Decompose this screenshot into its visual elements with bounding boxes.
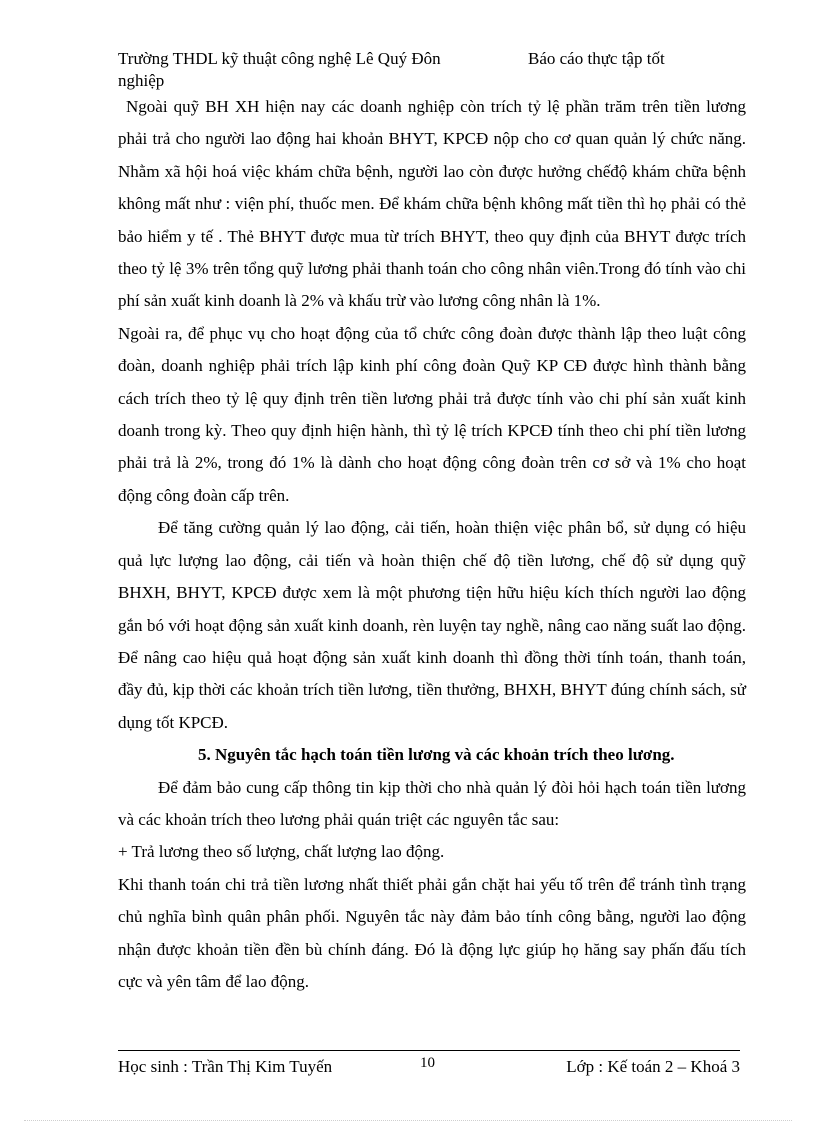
section-heading: 5. Nguyên tắc hạch toán tiền lương và các khoản trích theo lương.	[198, 745, 675, 765]
principle-item: + Trả lương theo số lượng, chất lượng lao động.	[118, 842, 445, 862]
paragraph-union-fund: Ngoài ra, để phục vụ cho hoạt động của tổ chức công đoàn được thành lập theo luật công đoàn, doanh nghiệp phải trích lập kinh phí công đoàn Quỹ KP CĐ được hình thành bằng cách trích theo tỷ lệ quy định trên tiền lương phải trả được tính vào chi phí sản xuất kinh doanh trong kỳ. Theo quy định hiện hành, thì tỷ lệ trích KPCĐ tính theo chi phí tiền lương phải trả là 2%, trong đó 1% là dành cho hoạt động công đoàn trên cơ sở và 1% cho hoạt động công đoàn cấp trên.	[118, 323, 746, 505]
page-number: 10	[420, 1055, 435, 1071]
student-name: Học sinh : Trần Thị Kim Tuyến	[118, 1057, 333, 1076]
page-header	[118, 48, 738, 92]
paragraph-insurance: Ngoài quỹ BH XH hiện nay các doanh nghiệp còn trích tỷ lệ phần trăm trên tiền lương phải trả cho người lao động hai khoản BHYT, KPCĐ nộp cho cơ quan quản lý chức năng. Nhằm xã hội hoá việc khám chữa bệnh, người lao còn được hưởng chếđộ khám chữa bệnh không mất như : viện phí, thuốc men. Để khám chữa bệnh không mất tiền thì họ phải có thẻ bảo hiểm y tế . Thẻ BHYT được mua từ trích BHYT, theo quy định của BHYT được trích theo tỷ lệ 3% trên tổng quỹ lương phải thanh toán cho công nhân viên.Trong đó tính vào chi phí sản xuất kinh doanh là 2% và khấu trừ vào lương công nhân là 1%.	[118, 97, 746, 311]
document-body	[118, 91, 746, 998]
report-title: Báo cáo thực tập tốt	[528, 49, 665, 68]
footer-divider	[118, 1050, 740, 1051]
paragraph-principle-detail: Khi thanh toán chi trả tiền lương nhất thiết phải gắn chặt hai yếu tố trên để tránh tình trạng chủ nghĩa bình quân phân phối. Nguyên tắc này đảm bảo tính công bằng, người lao động nhận được khoản tiền đền bù chính đáng. Đó là động lực giúp họ hăng say phấn đấu tích cực và yên tâm để lao động.	[118, 874, 746, 991]
class-name: Lớp : Kế toán 2 – Khoá 3	[566, 1057, 740, 1076]
page-footer	[118, 1054, 740, 1080]
report-title-continuation: nghiệp	[118, 71, 165, 90]
paragraph-management: Để tăng cường quản lý lao động, cải tiến, hoàn thiện việc phân bổ, sử dụng có hiệu quả lực lượng lao động, cải tiến và hoàn thiện chế độ tiền lương, chế độ sử dụng quỹ BHXH, BHYT, KPCĐ được xem là một phương tiện hữu hiệu kích thích người lao động gắn bó với hoạt động sản xuất kinh doanh, rèn luyện tay nghề, nâng cao năng suất lao động. Để nâng cao hiệu quả hoạt động sản xuất kinh doanh thì đồng thời tính toán, thanh toán, đầy đủ, kịp thời các khoản trích tiền lương, tiền thưởng, BHXH, BHYT đúng chính sách, sử dụng tốt KPCĐ.	[118, 518, 746, 732]
page-bottom-edge	[24, 1120, 792, 1121]
paragraph-principles-intro: Để đảm bảo cung cấp thông tin kịp thời cho nhà quản lý đòi hỏi hạch toán tiền lương và các khoản trích theo lương phải quán triệt các nguyên tắc sau:	[118, 777, 746, 829]
school-name: Trường THDL kỹ thuật công nghệ Lê Quý Đôn	[118, 49, 441, 68]
